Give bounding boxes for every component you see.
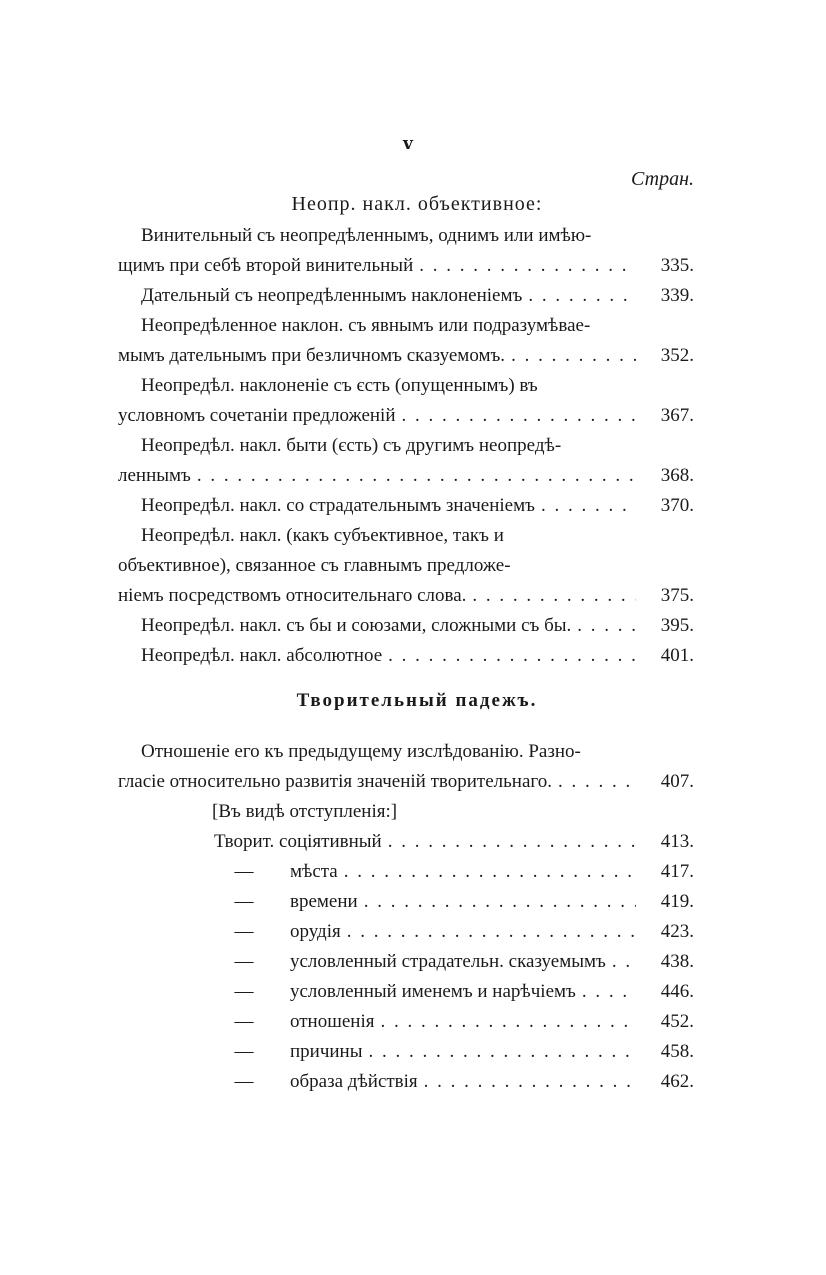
dash-marker: —	[234, 891, 254, 912]
dot-leader	[363, 1037, 637, 1067]
toc-entry-text: Неопредѣл. накл. абсолютное	[141, 645, 383, 666]
toc-subentry	[190, 977, 694, 1007]
toc-page-number: 452.	[660, 1011, 694, 1032]
dot-leader	[358, 887, 636, 917]
dot-leader	[382, 827, 636, 857]
toc-entry-text: причины	[290, 1041, 363, 1062]
toc-entry	[118, 521, 694, 611]
toc-entry-text: Винительный съ неопредѣленнымъ, однимъ или имѣю-	[141, 225, 592, 246]
toc-subentry	[190, 887, 694, 917]
toc-entry-text: ніемъ посредствомъ относительнаго слова.	[118, 585, 467, 606]
toc-entry-text: условленный именемъ и нарѣчіемъ	[290, 981, 576, 1002]
toc-subentry	[190, 857, 694, 887]
dash-marker: —	[234, 861, 254, 882]
instrumental-subentries	[190, 857, 694, 1097]
toc-entry-text: мымъ дательнымъ при безличномъ сказуемомъ.	[118, 345, 506, 366]
dot-leader	[382, 641, 636, 671]
toc-page-number: 417.	[660, 861, 694, 882]
toc-page-number: 446.	[660, 981, 694, 1002]
toc-entry	[118, 311, 694, 371]
page-column-label: Стран.	[631, 168, 694, 190]
toc-entry-text: гласіе относительно развитія значеній творительнаго.	[118, 771, 552, 792]
dot-leader	[341, 917, 636, 947]
toc-entry-text: образа дѣйствія	[290, 1071, 418, 1092]
dot-leader	[522, 281, 636, 311]
toc-page-number: 423.	[660, 921, 694, 942]
toc-entry-text: условленный страдательн. сказуемымъ	[290, 951, 606, 972]
toc-entry-sociative	[190, 827, 694, 857]
toc-entry	[118, 641, 694, 671]
dot-leader	[374, 1007, 636, 1037]
toc-entry-text: Неопредѣл. наклоненіе съ єсть (опущеннымъ) въ	[141, 375, 538, 396]
dot-leader	[191, 461, 636, 491]
toc-entry-text: Отношеніе его къ предыдущему изслѣдованію. Разно-	[141, 741, 581, 762]
toc-entry	[118, 491, 694, 521]
toc-entry	[118, 281, 694, 311]
aside-text: [Въ видѣ отступленія:]	[212, 801, 398, 822]
toc-entry	[118, 611, 694, 641]
toc-entry-text: Творит. соціятивный	[214, 831, 382, 852]
dash-marker: —	[234, 1011, 254, 1032]
toc-entry-text: мѣста	[290, 861, 338, 882]
dot-leader	[338, 857, 636, 887]
toc-page-number: 462.	[660, 1071, 694, 1092]
toc-page-number: 401.	[660, 645, 694, 666]
dash-marker: —	[234, 921, 254, 942]
section-heading-infinitive: Неопр. накл. объективное:	[291, 193, 543, 215]
toc-entry-text: Неопредѣленное наклон. съ явнымъ или подразумѣвае-	[141, 315, 591, 336]
toc-page-number: 419.	[660, 891, 694, 912]
dash-marker: —	[234, 1071, 254, 1092]
toc-entry-text: леннымъ	[118, 465, 191, 486]
toc-entry-text: Неопредѣл. накл. со страдательнымъ значеніемъ	[141, 495, 535, 516]
dash-marker: —	[234, 951, 254, 972]
toc-subentry	[190, 1007, 694, 1037]
toc-page-number: 407.	[660, 771, 694, 792]
dot-leader	[396, 401, 636, 431]
dash-marker: —	[234, 981, 254, 1002]
toc-entry-text: Неопредѣл. накл. (какъ субъективное, такъ и	[141, 525, 504, 546]
toc-page-number: 458.	[660, 1041, 694, 1062]
toc-entry-text: Дательный съ неопредѣленнымъ наклоненіемъ	[141, 285, 523, 306]
toc-page-number: 375.	[660, 585, 694, 606]
toc-entry-text: Неопредѣл. накл. съ бы и союзами, сложными съ бы.	[141, 615, 572, 636]
toc-entry-text: объективное), связанное съ главнымъ предложе-	[118, 555, 511, 576]
toc-page-number: 368.	[660, 465, 694, 486]
dot-leader	[552, 767, 636, 797]
toc-entry-intro	[118, 737, 694, 797]
toc-entry	[118, 431, 694, 491]
section-heading-instrumental: Творительный падежъ.	[296, 690, 538, 711]
toc-subentry	[190, 1037, 694, 1067]
page-number: v	[403, 134, 413, 154]
dot-leader	[576, 977, 636, 1007]
dot-leader	[535, 491, 636, 521]
toc-entry-text: орудія	[290, 921, 341, 942]
toc-entry-text: отношенія	[290, 1011, 375, 1032]
dot-leader	[505, 341, 636, 371]
dot-leader	[571, 611, 636, 641]
toc-subentry	[190, 947, 694, 977]
toc-page-number: 367.	[660, 405, 694, 426]
aside-note	[212, 797, 694, 827]
toc-entry-text: времени	[290, 891, 358, 912]
toc-page-number: 438.	[660, 951, 694, 972]
toc-entry-text: щимъ при себѣ второй винительный	[118, 255, 414, 276]
dot-leader	[418, 1067, 636, 1097]
toc-subentry	[190, 917, 694, 947]
dot-leader	[606, 947, 636, 977]
toc-page-number: 339.	[660, 285, 694, 306]
toc-subentry	[190, 1067, 694, 1097]
toc-page-number: 370.	[660, 495, 694, 516]
toc-entry-text: условномъ сочетаніи предложеній	[118, 405, 396, 426]
toc-page-number: 395.	[660, 615, 694, 636]
toc-page-number: 335.	[660, 255, 694, 276]
toc-page-number: 413.	[660, 831, 694, 852]
dot-leader	[413, 251, 636, 281]
toc-entry-text: Неопредѣл. накл. быти (єсть) съ другимъ неопредѣ-	[141, 435, 562, 456]
toc-page-number: 352.	[660, 345, 694, 366]
toc-entry	[118, 371, 694, 431]
dot-leader	[466, 581, 636, 611]
dash-marker: —	[234, 1041, 254, 1062]
toc-entry	[118, 221, 694, 281]
